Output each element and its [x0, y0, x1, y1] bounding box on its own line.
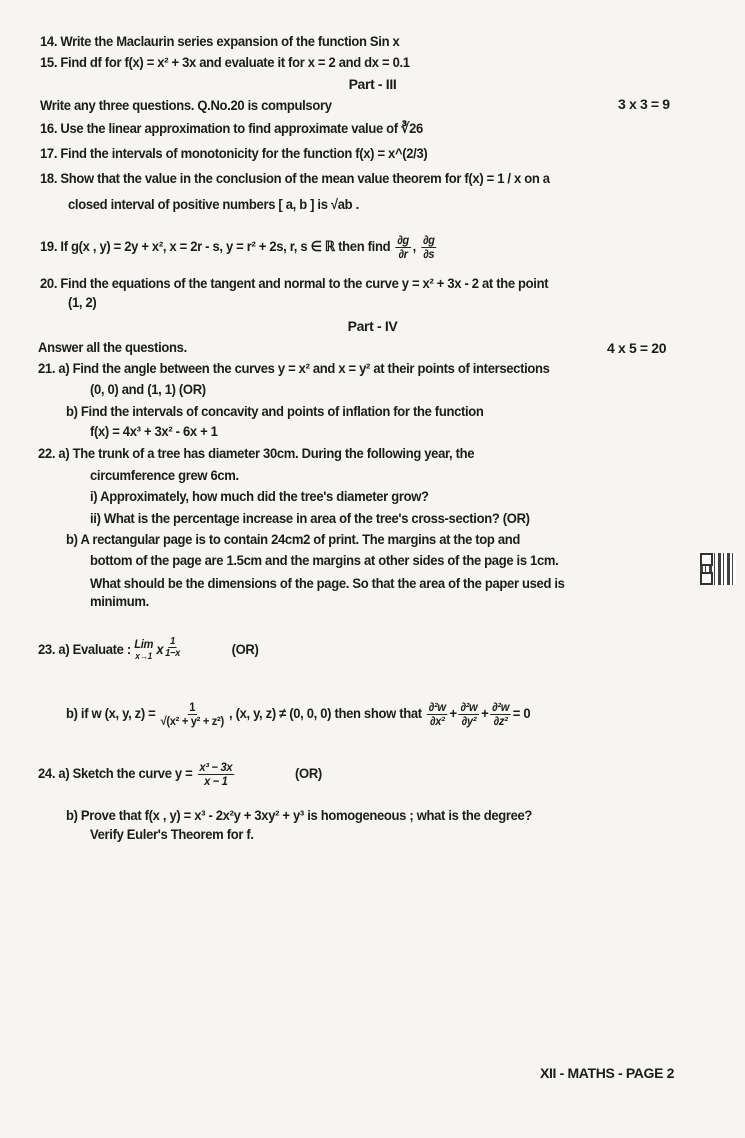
question-22a-i: i) Approximately, how much did the tree's diameter grow?: [90, 488, 429, 504]
question-20-cont: (1, 2): [68, 294, 97, 310]
part-4-instructions: Answer all the questions.: [38, 339, 187, 355]
exponent: [165, 636, 180, 659]
question-23b: b) if w (x, y, z) = $\frac{1}{\text{√(x² + y² + z²)}}$ , (x, y, z) ≠ (0, 0, 0) then show that $\frac{\text{∂²w}}{\text{∂x²}}$ + $\frac{\text{∂²w}}{\text{∂y²}}$ + $\frac{\text{∂²w}}{\text{∂z²}}$ = 0: [66, 699, 531, 728]
numerator: ∂²w: [460, 699, 478, 714]
equals-zero: = 0: [512, 705, 531, 721]
denominator: 1−x: [165, 648, 180, 659]
question-23b-mid: , (x, y, z) ≠ (0, 0, 0) then show that: [229, 705, 422, 721]
question-24a: [38, 750, 322, 796]
question-24a-text: 24. a) Sketch the curve y =: [38, 765, 193, 781]
denominator: ∂r: [398, 247, 408, 261]
question-23b-text: b) if w (x, y, z) =: [66, 705, 156, 721]
w-fraction: [161, 701, 224, 728]
d2w-dy2: [459, 701, 480, 728]
part-3-instructions: Write any three questions. Q.No.20 is compulsory: [40, 97, 332, 113]
d2w-dz2: [490, 701, 511, 728]
qr-code: [700, 553, 736, 585]
question-21a: 21. a) Find the angle between the curves y = x² and x = y² at their points of intersections: [38, 360, 550, 376]
limit: [134, 638, 153, 662]
question-22a-ii: ii) What is the percentage increase in area of the tree's cross-section? (OR): [90, 510, 530, 526]
partial-g-s: [421, 234, 436, 261]
denominator: x − 1: [204, 773, 228, 788]
numerator: ∂²w: [492, 699, 510, 714]
question-23a: [38, 624, 259, 674]
denominator: √(x² + y² + z²): [160, 713, 224, 728]
denominator: ∂s: [423, 247, 435, 261]
question-21a-cont: (0, 0) and (1, 1) (OR): [90, 381, 206, 397]
question-18: 18. Show that the value in the conclusion of the mean value theorem for f(x) = 1 / x on a: [40, 170, 550, 186]
question-20: 20. Find the equations of the tangent and normal to the curve y = x² + 3x - 2 at the point: [40, 275, 549, 291]
question-21b-cont: f(x) = 4x³ + 3x² - 6x + 1: [90, 423, 218, 439]
numerator: 1: [189, 699, 196, 714]
question-22b-cont1: bottom of the page are 1.5cm and the margins at other sides of the page is 1cm.: [90, 552, 559, 568]
question-19: 19. If g(x , y) = 2y + x², x = 2r - s, y = r² + 2s, r, s ∈ ℝ then find $\frac{\partial g}{\partial r}$ , $\frac{\partial g}{\partial s}$: [40, 233, 435, 261]
denominator: ∂y²: [461, 713, 477, 728]
question-23a-text: 23. a) Evaluate :: [38, 641, 131, 657]
numerator: ∂g: [422, 233, 435, 247]
page-footer: XII - MATHS - PAGE 2: [540, 1065, 675, 1081]
numerator: ∂²w: [428, 699, 446, 714]
question-16: 16. Use the linear approximation to find approximate value of ∛26: [40, 120, 423, 136]
or-label: (OR): [231, 641, 259, 657]
question-17: 17. Find the intervals of monotonicity for the function f(x) = x^(2/3): [40, 145, 428, 161]
numerator: 1: [170, 636, 175, 647]
lim-label: Lim: [134, 637, 154, 652]
numerator: ∂g: [397, 233, 409, 247]
part-4-marks: 4 x 5 = 20: [607, 340, 667, 356]
question-15: 15. Find df for f(x) = x² + 3x and evaluate it for x = 2 and dx = 0.1: [40, 54, 410, 70]
part-4-heading: Part - IV: [347, 318, 398, 334]
part-3-heading: Part - III: [348, 76, 397, 92]
question-24b-cont: Verify Euler's Theorem for f.: [90, 826, 254, 842]
lim-subscript: x→1: [135, 651, 152, 662]
question-22a: 22. a) The trunk of a tree has diameter 30cm. During the following year, the: [38, 445, 475, 461]
numerator: x³ − 3x: [199, 759, 233, 774]
question-14: 14. Write the Maclaurin series expansion of the function Sin x: [40, 33, 400, 49]
denominator: ∂x²: [430, 713, 445, 728]
question-18-cont: closed interval of positive numbers [ a, b ] is √ab .: [68, 196, 359, 212]
part-3-marks: 3 x 3 = 9: [618, 96, 670, 112]
denominator: ∂z²: [493, 713, 508, 728]
base: x: [156, 641, 164, 657]
question-24b: b) Prove that f(x , y) = x³ - 2x²y + 3xy² + y³ is homogeneous ; what is the degree?: [66, 807, 533, 823]
question-21b: b) Find the intervals of concavity and points of inflation for the function: [66, 403, 484, 419]
curve-fraction: [198, 761, 235, 788]
or-label: (OR): [295, 765, 322, 781]
question-22a-cont: circumference grew 6cm.: [90, 467, 239, 483]
question-22b-cont3: minimum.: [90, 593, 149, 609]
question-22b-cont2: What should be the dimensions of the page. So that the area of the paper used is: [90, 575, 565, 591]
d2w-dx2: [427, 701, 448, 728]
partial-g-r: [395, 234, 410, 261]
question-22b: b) A rectangular page is to contain 24cm2 of print. The margins at the top and: [66, 531, 521, 547]
question-19-text: 19. If g(x , y) = 2y + x², x = 2r - s, y = r² + 2s, r, s ∈ ℝ then find: [40, 238, 391, 255]
